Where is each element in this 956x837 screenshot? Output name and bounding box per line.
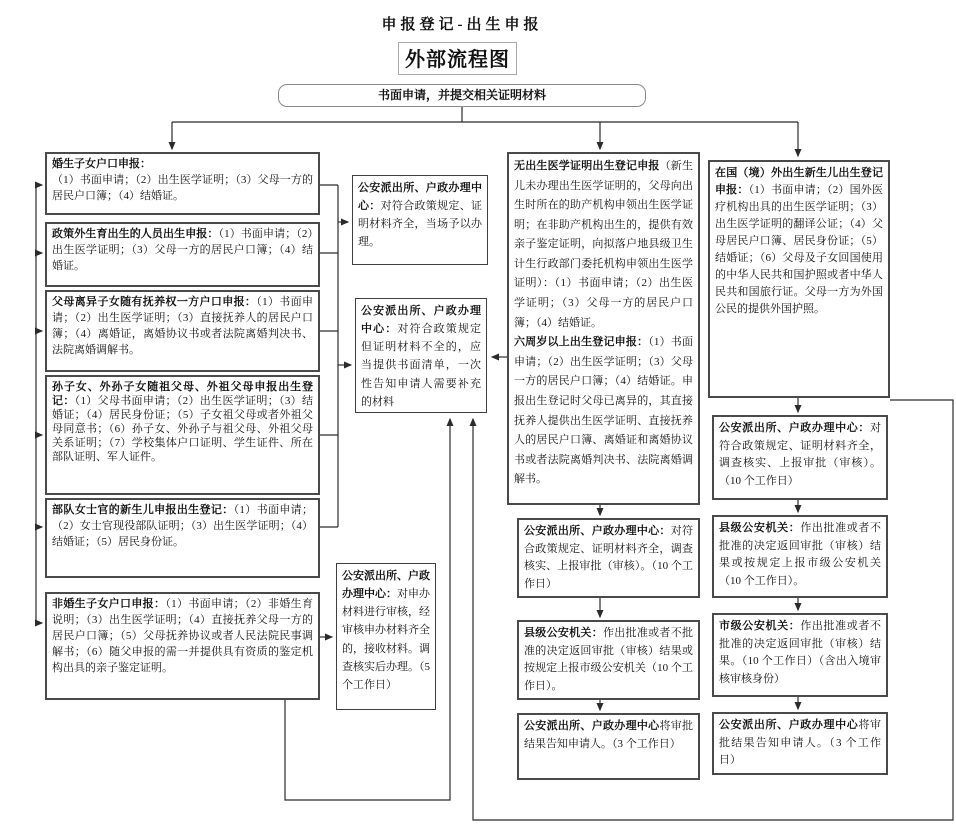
box-county-police-decision-abroad (712, 515, 888, 598)
box-body: （1）父母书面申请；（2）出生医学证明；（3）结婚证；（4）居民身份证；（5）子女祖父母或者外祖父母同意书；（6）孙子女、外孙子与祖父母、外祖父母关系证明；（7）学校集体户口证明、学生证件、所在部队证明、军人证件。 (52, 395, 313, 464)
box-divorced-custody-application (45, 290, 320, 372)
box-body: （1）书面申请；（2）女士官现役部队证明；（3）出生医学证明；（4）结婚证；（5）居民身份证。 (52, 504, 314, 548)
box-title: 公安派出所、户政办理中心： (361, 305, 481, 336)
box-unmarried-child-application (45, 592, 320, 700)
box-notify-applicant-3days-abroad (712, 712, 888, 775)
box-police-supplement-notice (355, 298, 487, 413)
box-title: 公安派出所、户政办理中心： (342, 570, 430, 601)
box-body: （1）书面申请；（2）出生医学证明；（3）父母一方的居民户口簿；（4）结婚证。 (52, 228, 313, 272)
box-title: 孙子女、外孙子女随祖父母、外祖父母申报出生登记： (52, 381, 313, 408)
box-title: 部队女士官的新生儿申报出生登记： (52, 504, 234, 516)
box-title: 公安派出所、户政办理中心： (524, 525, 671, 537)
page-title: 申报登记-出生申报 (381, 17, 543, 33)
box-city-police-decision (712, 613, 888, 697)
box-body: 对符合政策规定、证明材料齐全，调查核实、上报审批（审核）。（10 个工作日） (719, 422, 881, 487)
box-title: 非婚生子女户口申报： (52, 598, 166, 610)
box-body: （1）书面申请；（2）出生医学证明；（3）父母一方的居民户口簿；（4）结婚证。 (52, 173, 313, 202)
box-no-cert-and-over-six (507, 152, 700, 505)
box-body: 将审批结果告知申请人。（3 个工作日） (719, 719, 882, 767)
box-title: 六周岁以上出生登记申报： (514, 336, 649, 349)
box-body: （1）书面申请；（2）国外医疗机构出具的出生医学证明；（3）出生医学证明的翻译公证；（4）父母居民户口簿、居民身份证；（5）结婚证；（6）父母及子女回国使用的中华人民共和国护照或者中华人民共和国旅行证。父母一方为外国公民的提供外国护照。 (715, 184, 883, 316)
box-notify-applicant-3days (517, 713, 700, 780)
box-military-newborn-application (45, 498, 320, 578)
box-out-of-policy-application (45, 222, 320, 287)
box-body: 对符合政策规定、证明材料齐全，当场予以办理。 (358, 200, 483, 249)
box-title: 公安派出所、户政办理中心 (719, 719, 859, 731)
box-title: 县级公安机关： (524, 627, 603, 639)
box-body: （1）书面申请；（2）出生医学证明；（3）直接抚养人的居民户口簿；（4）离婚证，离婚协议书或者法院离婚判决书、法院离婚调解书。 (52, 296, 314, 356)
start-node: 书面申请，并提交相关证明材料 (278, 84, 646, 107)
box-body: 对申办材料进行审核，经审核申办材料齐全的，接收材料。调查核实后办理。（5 个工作日） (342, 588, 430, 691)
box-body: 对符合政策规定、证明材料齐全，调查核实、上报审批（审核）。（10 个工作日） (524, 525, 694, 590)
box-title: 市级公安机关： (719, 620, 801, 632)
box-police-review-5days (336, 563, 436, 710)
box-police-report-10days (517, 518, 700, 598)
box-body: （新生儿未办理出生医学证明的，父母向出生时所在的助产机构申领出生医学证明；在非助产机构出生的，提供有效亲子鉴定证明，向拟落户地县级卫生计生行政部门委托机构申领出生医学证明）：（1）书面申请；（2）出生医学证明；（3）父母一方的居民户口簿；（4）结婚证。 (514, 160, 694, 329)
box-body: 作出批准或者不批准的决定返回审批（审核）结果。（10 个工作日）（含出入境审核审核身份） (719, 620, 882, 685)
box-police-report-10days-abroad (712, 415, 888, 500)
box-body: 作出批准或者不批准的决定返回审批（审核）结果或按规定上报市级公安机关（10 个工作日）。 (524, 627, 693, 692)
box-married-child-application (45, 152, 320, 215)
box-title: 公安派出所、户政办理中心： (719, 422, 870, 434)
box-body: 将审批结果告知申请人。（3 个工作日） (524, 720, 694, 750)
box-police-onsite-handling (352, 175, 488, 265)
box-title: 政策外生育出生的人员出生申报： (52, 228, 219, 240)
box-title: 无出生医学证明出生登记申报 (514, 160, 660, 172)
chart-title: 外部流程图 (398, 42, 517, 75)
box-county-police-decision (517, 620, 700, 700)
box-body: （1）书面申请；（2）非婚生育说明；（3）出生医学证明；（4）直接抚养父母一方的居民户口簿；（5）父母抚养协议或者人民法院民事调解书；（6）随父申报的需一并提供具有资质的鉴定机构出具的亲子鉴定证明。 (52, 598, 314, 674)
box-title: 县级公安机关： (719, 522, 801, 534)
box-body: 对符合政策规定但证明材料不全的，应当提供书面清单，一次性告知申请人需要补充的材料 (361, 323, 482, 408)
box-title: 婚生子女户口申报： (52, 158, 151, 170)
box-body: 作出批准或者不批准的决定返回审批（审核）结果或按规定上报市级公安机关（10 个工作日）。 (719, 522, 882, 587)
box-title: 公安派出所、户政办理中心： (358, 182, 482, 213)
box-born-abroad-application (708, 160, 890, 398)
box-title: 父母离异子女随有抚养权一方户口申报： (52, 296, 257, 308)
box-title: 公安派出所、户政办理中心 (524, 720, 660, 732)
box-body: （1）书面申请；（2）出生医学证明；（3）父母一方的居民户口簿；（4）结婚证。申报出生登记时父母已离异的，其直接抚养人提供出生医学证明、直接抚养人的居民户口簿、离婚证和离婚协议书或者法院离婚判决书、法院离婚调解书。 (514, 336, 693, 486)
box-grandparents-application (45, 375, 320, 495)
box-title: 在国（境）外出生新生儿出生登记申报： (715, 167, 883, 197)
